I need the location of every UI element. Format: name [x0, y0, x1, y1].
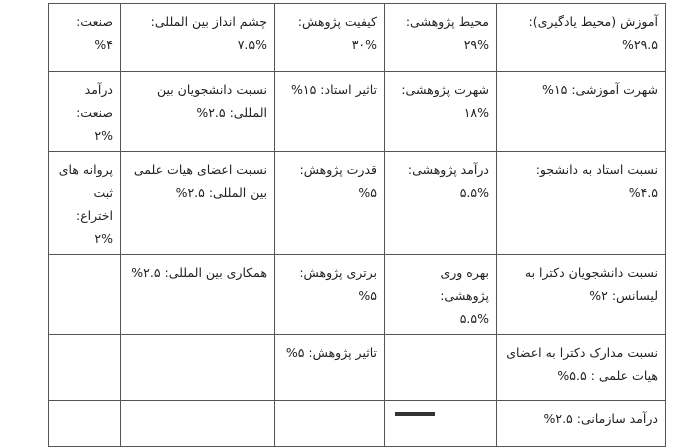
table-cell-empty	[385, 335, 497, 401]
table-cell-empty	[385, 401, 497, 447]
table-cell-empty	[49, 401, 121, 447]
table-cell: نسبت دانشجویان بین المللی: ۲.۵%	[121, 72, 275, 152]
table-cell-empty	[49, 335, 121, 401]
table-cell: درآمد سازمانی: ۲.۵%	[497, 401, 666, 447]
table-row	[49, 4, 666, 72]
table-cell-empty	[121, 335, 275, 401]
table-cell: بهره وری پژوهشی: ۵.۵%	[385, 255, 497, 335]
table-row	[49, 255, 666, 335]
ranking-criteria-table	[48, 3, 666, 447]
table-cell: قدرت پژوهش: ۵%	[275, 152, 385, 255]
table-cell: نسبت مدارک دکترا به اعضای هیات علمی : ۵.۵%	[497, 335, 666, 401]
table-cell: درآمد پژوهشی: ۵.۵%	[385, 152, 497, 255]
table-cell: آموزش (محیط یادگیری): ۲۹.۵%	[497, 4, 666, 72]
table-cell: نسبت اعضای هیات علمی بین المللی: ۲.۵%	[121, 152, 275, 255]
table-cell: درآمد صنعت: ۲%	[49, 72, 121, 152]
table-row	[49, 335, 666, 401]
table-cell: نسبت دانشجویان دکترا به لیسانس: ۲%	[497, 255, 666, 335]
table-cell: صنعت: ۴%	[49, 4, 121, 72]
table-cell-empty	[49, 255, 121, 335]
table-cell: تاثیر پژوهش: ۵%	[275, 335, 385, 401]
table-cell-empty	[121, 401, 275, 447]
table-cell: چشم انداز بین المللی: ۷.۵%	[121, 4, 275, 72]
table-cell: شهرت آموزشی: ۱۵%	[497, 72, 666, 152]
table-cell: تاثیر استاد: ۱۵%	[275, 72, 385, 152]
cropped-text-fragment	[395, 412, 435, 416]
table-cell: محیط پژوهشی: ۲۹%	[385, 4, 497, 72]
table-cell: کیفیت پژوهش: ۳۰%	[275, 4, 385, 72]
table-row	[49, 152, 666, 255]
table-cell-empty	[275, 401, 385, 447]
table-row	[49, 401, 666, 447]
table-cell: برتری پژوهش: ۵%	[275, 255, 385, 335]
table-cell: پروانه های ثبت اختراع: ۲%	[49, 152, 121, 255]
table-cell: همکاری بین المللی: ۲.۵%	[121, 255, 275, 335]
table-cell: شهرت پژوهشی: ۱۸%	[385, 72, 497, 152]
table-row	[49, 72, 666, 152]
table-cell: نسبت استاد به دانشجو: ۴.۵%	[497, 152, 666, 255]
